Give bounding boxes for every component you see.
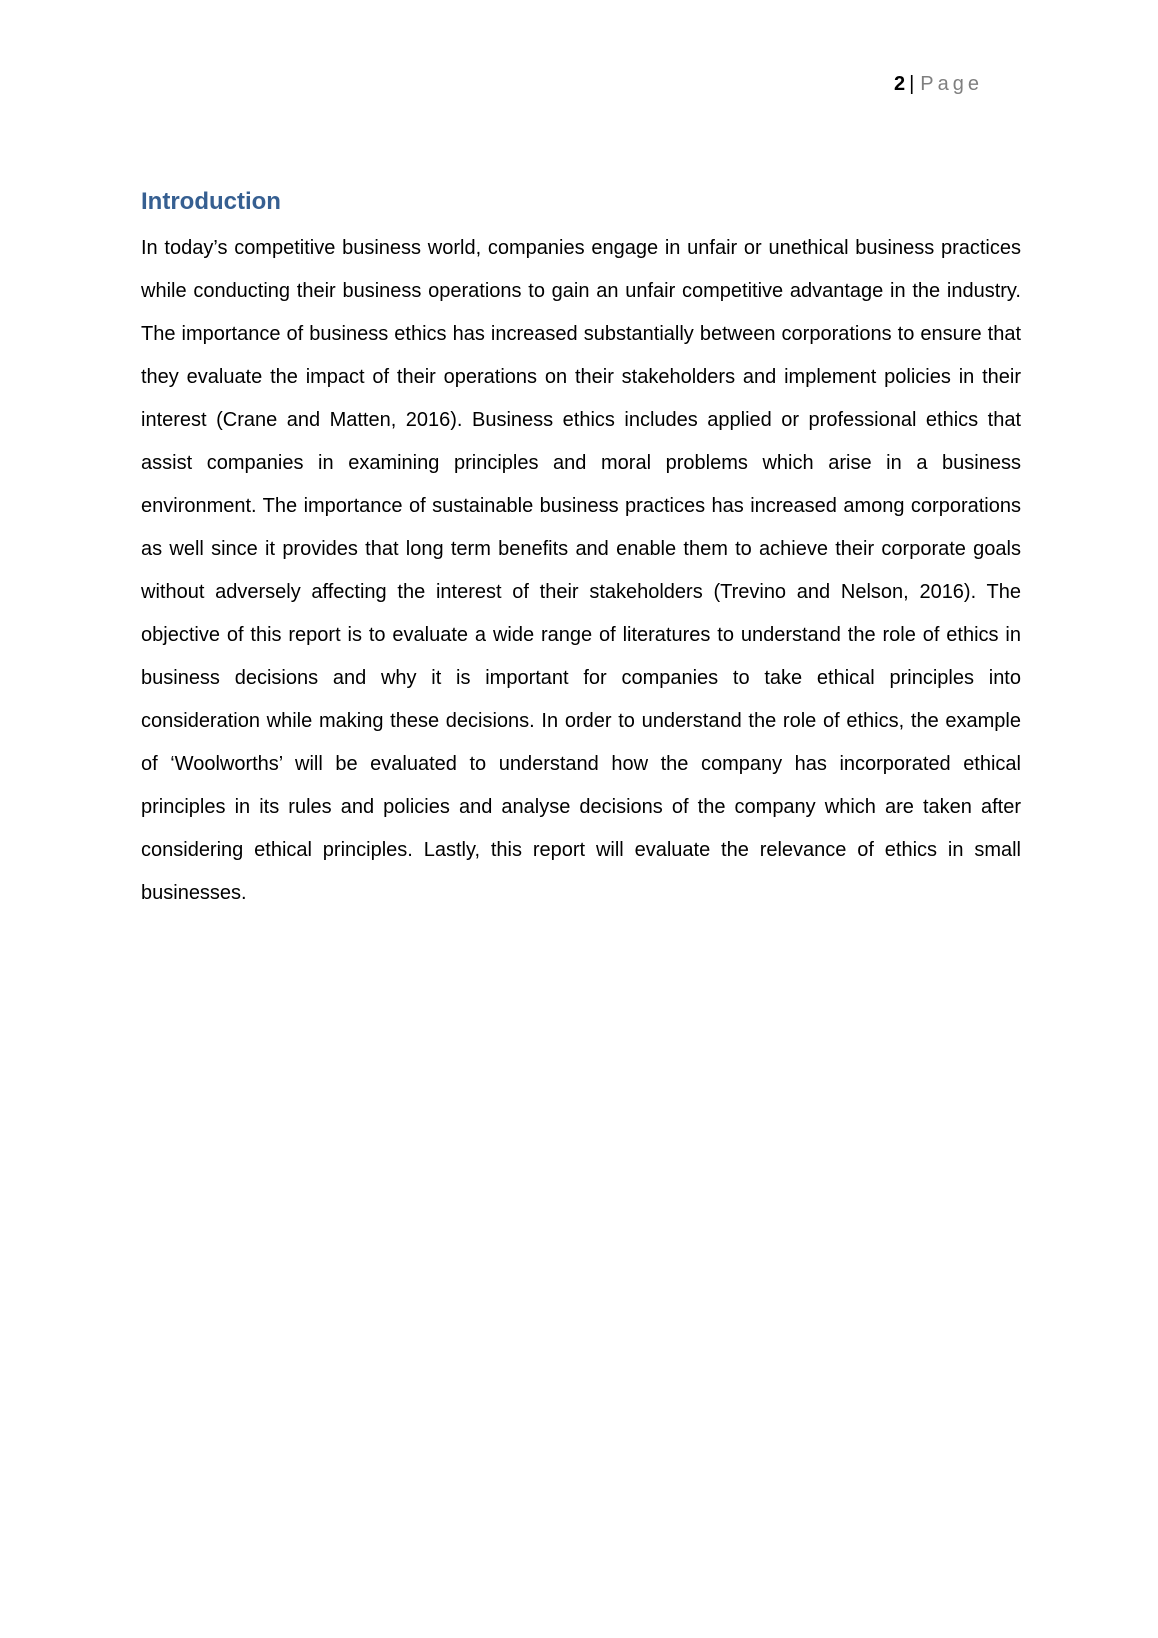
page-number: 2 — [893, 73, 906, 95]
page-label: Page — [920, 73, 983, 95]
page-separator: | — [909, 73, 915, 95]
document-body — [141, 185, 1021, 915]
page-header — [894, 70, 983, 98]
introduction-paragraph: In today’s competitive business world, companies engage in unfair or unethical business practices while conducting their business operations to gain an unfair competitive advantage in the industry. The importance of business ethics has increased substantially between corporations to ensure that they evaluate the impact of their operations on their stakeholders and implement policies in their interest (Crane and Matten, 2016). Business ethics includes applied or professional ethics that assist companies in examining principles and moral problems which arise in a business environment. The importance of sustainable business practices has increased among corporations as well since it provides that long term benefits and enable them to achieve their corporate goals without adversely affecting the interest of their stakeholders (Trevino and Nelson, 2016). The objective of this report is to evaluate a wide range of literatures to understand the role of ethics in business decisions and why it is important for companies to take ethical principles into consideration while making these decisions. In order to understand the role of ethics, the example of ‘Woolworths’ will be evaluated to understand how the company has incorporated ethical principles in its rules and policies and analyse decisions of the company which are taken after considering ethical principles. Lastly, this report will evaluate the relevance of ethics in small businesses. — [141, 237, 1021, 904]
section-heading: Introduction — [141, 188, 281, 215]
